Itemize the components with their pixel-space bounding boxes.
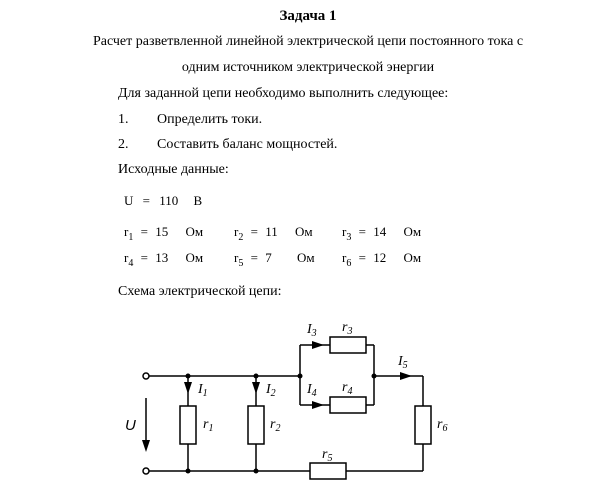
resistor-r3	[330, 337, 366, 353]
resistor-r6-label: $r_6$	[437, 417, 448, 434]
current-i1-label: $I_1$	[198, 382, 208, 399]
task-title: Задача 1	[279, 8, 337, 24]
source-data-label: Исходные данные:	[118, 162, 229, 177]
resistor-r4	[330, 397, 366, 413]
current-i4-arrow	[312, 401, 324, 409]
voltage-given: U = 110 В	[124, 193, 203, 208]
resistor-given: $r_2 = 11$ Ом	[234, 224, 313, 243]
resistor-given: $r_6 = 12$ Ом	[342, 250, 422, 269]
junction-dot	[254, 374, 259, 379]
task-heading-line-1: Расчет разветвленной линейной электрической цепи постоянного тока с	[92, 34, 524, 49]
junction-dot	[186, 374, 191, 379]
current-i4-label: $I_4$	[307, 382, 317, 399]
step-text: Определить токи.	[157, 112, 263, 127]
junction-dot	[186, 469, 191, 474]
step-number: 1.	[118, 112, 129, 127]
junction-dot	[298, 374, 303, 379]
resistor-r5	[310, 463, 346, 479]
resistor-given: $r_1 = 15$ Ом	[124, 224, 204, 243]
resistor-r2	[248, 406, 264, 444]
current-i2-arrow	[252, 382, 260, 394]
current-i5-arrow	[400, 372, 412, 380]
resistor-given: $r_5 = 7$ Ом	[234, 250, 315, 269]
step-number: 2.	[118, 137, 129, 152]
current-i3-arrow	[312, 341, 324, 349]
task-heading-line-2: одним источником электрической энергии	[181, 60, 435, 75]
resistor-given: $r_3 = 14$ Ом	[342, 224, 422, 243]
scheme-label: Схема электрической цепи:	[118, 284, 282, 299]
resistor-r4-label: $r_4$	[342, 380, 353, 397]
terminal	[143, 373, 149, 379]
resistor-r2-label: $r_2$	[270, 417, 281, 434]
voltage-label: U	[125, 417, 136, 434]
current-i5-label: $I_5$	[398, 354, 408, 371]
junction-dot	[372, 374, 377, 379]
resistor-r5-label: $r_5$	[322, 447, 333, 464]
junction-dot	[254, 469, 259, 474]
current-i3-label: $I_3$	[307, 322, 317, 339]
resistor-r1-label: $r_1$	[203, 417, 214, 434]
voltage-arrowhead	[142, 440, 150, 452]
terminal	[143, 468, 149, 474]
resistor-r3-label: $r_3$	[342, 320, 353, 337]
step-text: Составить баланс мощностей.	[157, 137, 338, 152]
current-i1-arrow	[184, 382, 192, 394]
resistor-given: $r_4 = 13$ Ом	[124, 250, 204, 269]
resistor-r1	[180, 406, 196, 444]
current-i2-label: $I_2$	[266, 382, 276, 399]
task-intro: Для заданной цепи необходимо выполнить следующее:	[118, 86, 449, 101]
resistor-r6	[415, 406, 431, 444]
